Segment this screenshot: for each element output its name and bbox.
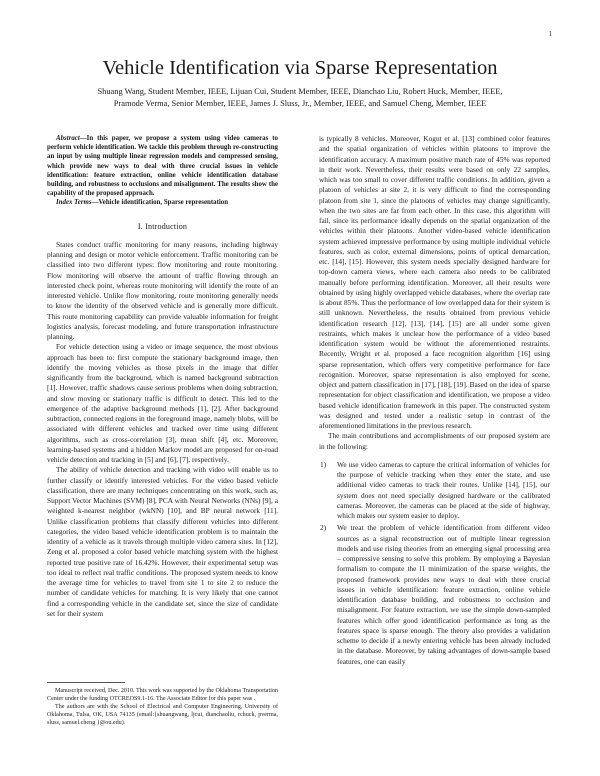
abstract-text: —In this paper, we propose a system using video cameras to perform vehicle identification. We tackle this problem through re-constructing an input by using multiple linear regression models and compressed sensing, which provide new ways to deal with three crucial issues in vehicle identification: feature extraction, online vehicle identification database building, and robustness to occlusions and misalignment. The results show the capability of the proposed approach. [47,135,278,198]
section-heading: I. Introduction [137,221,188,231]
footnote: The authors are with the School of Electrical and Computer Engineering, University of Oklahoma, Tulsa, OK, USA 74135 (email:{shuangwang, ljcui, dianchaoliu, rchuck, pverma, sluss, samuel.cheng }@ou.edu). [47,704,278,727]
list-item-text: We treat the problem of vehicle identification from different video sources as a signal reconstruction out of multiple linear regression models and use rising theories from an emerging signal processing area – compressive sensing to solve this problem. By employing a Bayesian formalism to compute the l1 minimization of the sparse weights, the proposed framework provides new ways to deal with three crucial issues in vehicle identification: feature extraction, online vehicle identification database building, and robustness to occlusion and misalignment. For feature extraction, we use the simple down-sampled features which offer good identification performance as long as the features space is sparse enough. The theory also provides a validation scheme to decide if a newly entering vehicle has been already included in the database. Moreover, by taking advantages of down-sample based features, one can easily [337,523,550,666]
body-paragraph: is typically 8 vehicles. Moreover, Kogut et al. [13] combined color features and the spatial organization of vehicles within platoons to improve the identification accuracy. A maximum positive match rate of 45% was reported in their work. Nevertheless, their results were based on only 22 samples, which was too small to cover different traffic conditions. In addition, given a platoon of vehicles at site 2, it is very difficult to find the corresponding platoon from site 1, since the platoons of vehicles may change significantly, when the two sites are far from each other. In this case, this algorithm will fail, since its performance ideally depends on the spatial organization of the vehicles within their platoons. Another video-based vehicle identification system achieved impressive performance by using multiple individual vehicle features, such as color, external dimensions, points of optical demarcation, etc. [14], [15]. However, this system needs specially designed hardware for top-down camera views, where each camera also needs to be calibrated manually before performing identification. Moreover, all their results were obtained by using highly overlapped vehicle databases, where the overlap rate is about 85%. Thus the performance of low overlapped data for their system is still unknown. Nevertheless, the results obtained from previous vehicle identification research [12], [13], [14], [15] are all under some given restraints, which makes it unclear how the performance of a video based identification system would be without the aforementioned restraints. Recently, Wright et al. proposed a face recognition algorithm [16] using sparse representation, which offers very competitive performance for face recognition. Moreover, sparse representation is also employed for scene, object and pattern classification in [17], [18], [19]. Based on the idea of sparse representation for object classification and identification, we propose a video based vehicle identification framework in this paper. The constructed system was designed and tested under a realistic setup in contrast of the aforementioned limitations in the previous research. [319,134,550,430]
index-terms-lead: Index Terms [56,199,92,207]
list-item-number: 1) [320,459,327,469]
list-item-text: We use video cameras to capture the critical information of vehicles for the purpose of vehicle tracking when they enter the state, and use additional video cameras to track their routes. Unlike [14], [15], our system does not need specially designed hardware or the calibrated cameras. Moreover, the cameras can be placed at the side of highway, which makes our system easier to deploy. [337,459,550,520]
body-paragraph: States conduct traffic monitoring for many reasons, including highway planning and design or motor vehicle enforcement. Traffic monitoring can be classified into two different types: flow monitoring and route monitoring. Flow monitoring will observe the amount of traffic flowing through an interested check point, whereas route monitoring will identify the route of an interested vehicle. Unlike flow monitoring, route monitoring generally needs to know the identity of the observed vehicle and is generally more difficult. This route monitoring capability can provide valuable information for freight logistics analysis, forecast modeling, and future transportation infrastructure planning. [47,239,278,342]
page-number: 1 [548,30,552,38]
index-terms [47,198,278,207]
abstract-lead: Abstract [56,135,80,142]
right-column [319,134,550,669]
list-item [319,523,550,667]
paper-title: Vehicle Identification via Sparse Representation [102,57,498,79]
list-item-number: 2) [320,523,327,533]
body-paragraph: The main contributions and accomplishments of our proposed system are in the following: [319,431,550,451]
left-column [47,134,278,619]
author-list [62,86,538,109]
body-paragraph: For vehicle detection using a video or image sequence, the most obvious approach has been to: first compute the stationary background image, then identify the moving vehicles as those pixels in the image that differ significantly from the background, which is named background subtraction [1]. However, traffic shadows cause serious problems when doing subtraction, and slow moving or stationary traffic is difficult to detect. This led to the emergence of the adaptive background methods [1], [2]. After background subtraction, connected regions in the foreground image, namely blobs, will be associated with different vehicles and tracked over time using different algorithms, such as cross-correlation [3], mean shift [4], etc. Moreover, learning-based systems and a hidden Markov model are proposed for on-road vehicle detection and tracking in [5] and [6], [7], respectively. [47,342,278,465]
footnote-rule [47,682,125,683]
footnotes [47,687,278,727]
abstract [47,134,278,198]
author-line: Pramode Verma, Senior Member, IEEE, James J. Sluss, Jr., Member, IEEE, and Samuel Cheng, Member, IEEE [113,98,487,108]
author-line: Shuang Wang, Student Member, IEEE, Lijuan Cui, Student Member, IEEE, Dianchao Liu, Robert Huck, Member, IEEE, [97,87,503,96]
contribution-list [319,460,550,667]
index-terms-text: —Vehicle identification, Sparse representation [91,199,229,207]
body-paragraph: The ability of vehicle detection and tracking with video will enable us to further classify or identify interested vehicles. For the video based vehicle classification, there are many techniques concentrating on this work, such as, Support Vector Machines (SVM) [8], PCA with Neural Networks (NNs) [9], a weighted k-nearest neighbor (wkNN) [10], and BP neural network [11]. Unlike classification problems that classify different vehicles into different categories, the video based vehicle identification problem is to maintain the identity of a vehicle as it travels through multiple video camera sites. In [12], Zeng et al. proposed a color based vehicle matching system with the highest reported true positive rate of 16.42%. However, their experimental setup was too ideal to reflect real traffic conditions. The proposed system needs to know the average time for vehicles to travel from site 1 to site 2 to reduce the number of candidate vehicles for matching. It is very likely that one cannot find a corresponding vehicle in the candidate set, since the size of candidate set for their system [47,465,278,618]
list-item [319,460,550,522]
footnote: Manuscript received, Dec. 2010. This work was supported by the Oklahoma Transportation Center under the funding OTCREOS9.1-16. The Associate Editor for this paper was . [47,688,278,703]
